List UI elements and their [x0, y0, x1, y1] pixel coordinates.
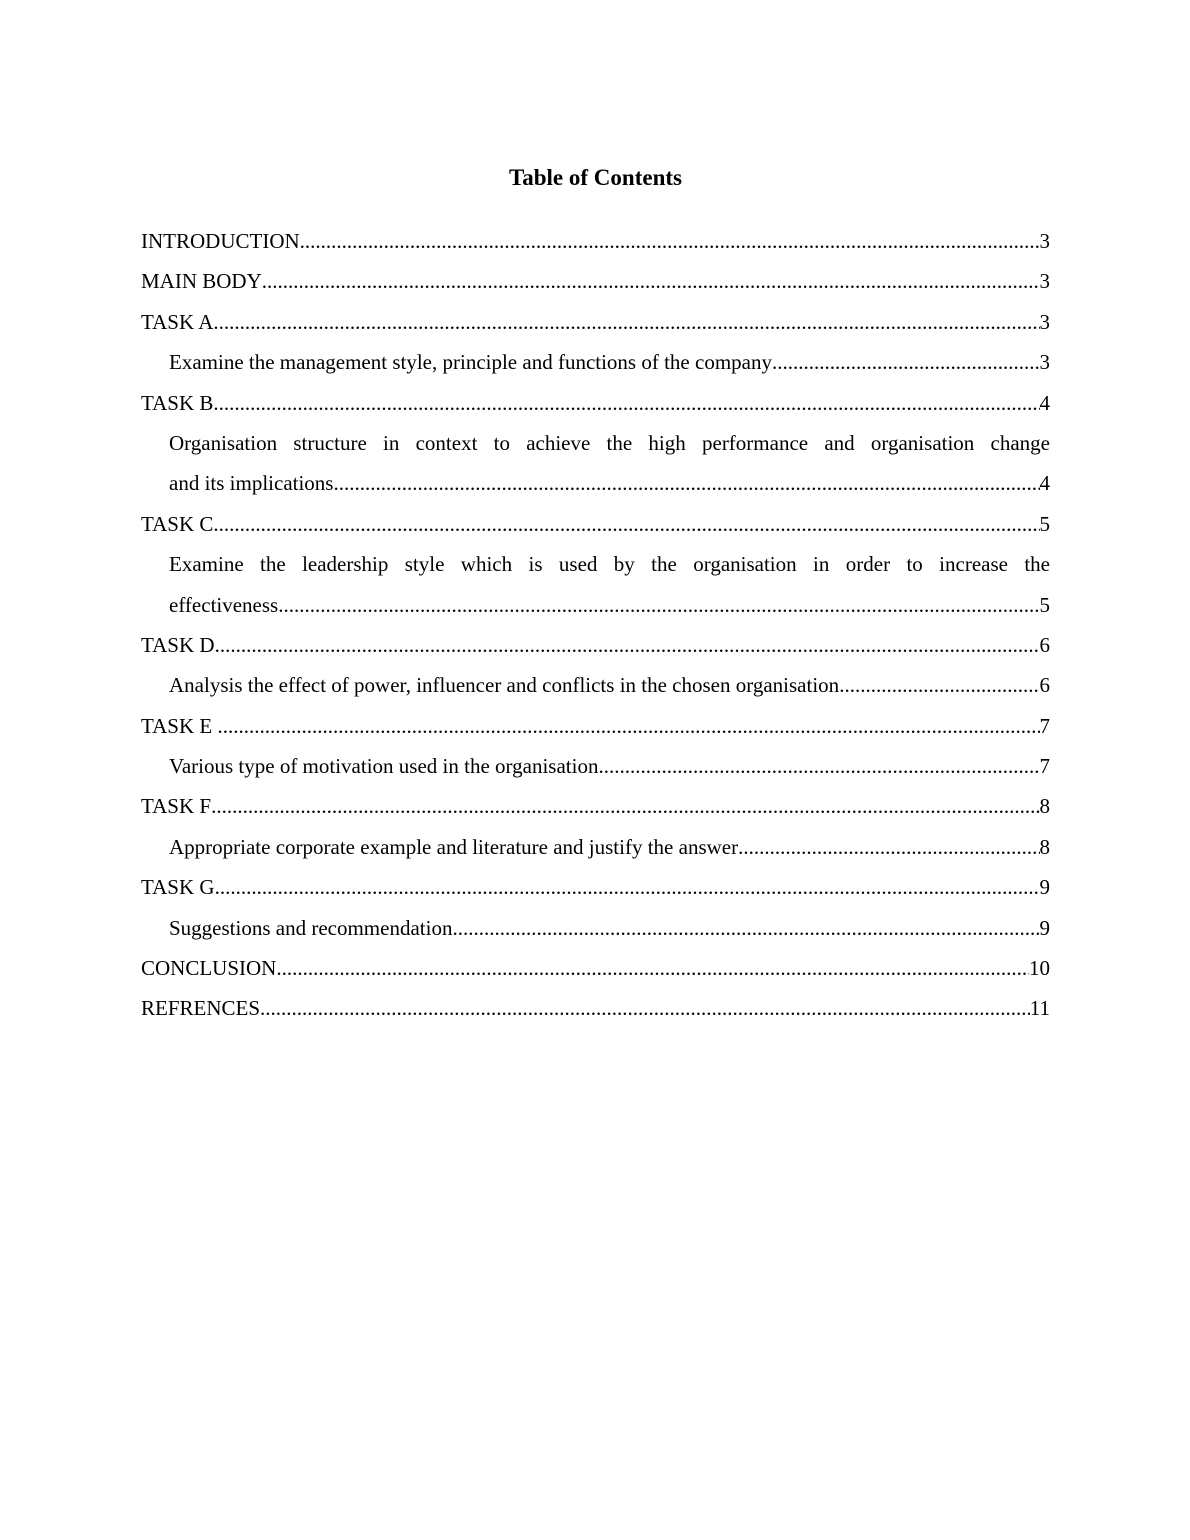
dot-leader	[260, 988, 1030, 1028]
dot-leader	[217, 706, 1039, 746]
page-number: 11	[1029, 996, 1050, 1021]
toc-entry-text: TASK B	[141, 390, 214, 415]
dot-leader	[276, 948, 1029, 988]
page-number: 7	[1039, 713, 1050, 738]
page-number: 3	[1039, 229, 1050, 253]
page-number: 6	[1039, 673, 1050, 698]
dot-leader	[452, 908, 1039, 948]
toc-entry[interactable]	[141, 261, 1050, 301]
toc-entry-line	[169, 746, 1050, 786]
toc-entry-text: TASK F	[141, 794, 212, 819]
toc-entry[interactable]	[141, 221, 1050, 261]
toc-entry-line	[141, 383, 1050, 423]
dot-leader	[333, 463, 1039, 503]
toc-entry[interactable]	[141, 504, 1050, 544]
toc-entry-line	[141, 867, 1050, 907]
dot-leader	[738, 827, 1039, 867]
toc-entry[interactable]	[141, 383, 1050, 423]
dot-leader	[213, 383, 1039, 423]
dot-leader	[213, 302, 1039, 342]
toc-entry-line	[141, 302, 1050, 342]
toc-entry[interactable]	[141, 988, 1050, 1028]
toc-entry-line	[169, 463, 1050, 503]
page-number: 9	[1039, 915, 1050, 940]
toc-entry[interactable]	[141, 302, 1050, 342]
toc-entry-text: CONCLUSION	[141, 956, 277, 981]
toc-entry-text: TASK C	[141, 511, 214, 536]
toc-entry-text: effectiveness	[169, 592, 279, 617]
toc-entry[interactable]	[141, 908, 1050, 948]
toc-entry-line	[141, 988, 1050, 1028]
page-number: 3	[1039, 350, 1050, 375]
page-number: 5	[1039, 511, 1050, 536]
toc-entry[interactable]	[141, 746, 1050, 786]
dot-leader	[300, 221, 1040, 261]
toc-entry-line	[169, 423, 1050, 463]
toc-entry[interactable]	[141, 948, 1050, 988]
toc-entry-line	[141, 706, 1050, 746]
toc-entry-text: TASK G	[141, 875, 215, 900]
toc-entry[interactable]	[141, 867, 1050, 907]
toc-entry-line	[169, 342, 1050, 382]
toc-entry[interactable]	[141, 342, 1050, 382]
toc-entry-text: and its implications	[169, 471, 334, 496]
page-number: 8	[1039, 834, 1050, 859]
dot-leader	[839, 665, 1039, 705]
toc-entry-text: TASK E	[141, 713, 218, 738]
toc-entry-text: Various type of motivation used in the organisation	[169, 754, 599, 779]
page-number: 7	[1039, 754, 1050, 779]
toc-entry[interactable]	[141, 786, 1050, 826]
dot-leader	[213, 504, 1039, 544]
toc-entry-line	[169, 665, 1050, 705]
toc-entry-line	[141, 786, 1050, 826]
page-number: 3	[1039, 269, 1050, 294]
toc-entry-text: MAIN BODY	[141, 269, 262, 294]
page-number: 4	[1039, 390, 1050, 415]
toc-entry-line	[141, 504, 1050, 544]
toc-entry[interactable]	[141, 544, 1050, 625]
dot-leader	[211, 786, 1039, 826]
page-number: 4	[1039, 471, 1050, 496]
dot-leader	[215, 867, 1040, 907]
toc-entry-text: Analysis the effect of power, influencer and conflicts in the chosen organisation	[169, 673, 840, 698]
toc-entry-text: INTRODUCTION	[141, 229, 300, 253]
toc-entry-line	[141, 221, 1050, 261]
toc-list	[141, 221, 1050, 1029]
toc-entry-text: Appropriate corporate example and literature and justify the answer	[169, 834, 739, 859]
toc-entry-text: Suggestions and recommendation	[169, 915, 453, 940]
toc-entry[interactable]	[141, 625, 1050, 665]
dot-leader	[772, 342, 1040, 382]
toc-entry-line	[141, 625, 1050, 665]
page-number: 10	[1029, 956, 1050, 981]
page-number: 3	[1039, 309, 1050, 334]
toc-entry-text: Organisation structure in context to achieve the high performance and organisation change	[169, 430, 1050, 455]
toc-entry-line	[141, 948, 1050, 988]
page-number: 6	[1039, 632, 1050, 657]
toc-entry-text: TASK A	[141, 309, 214, 334]
dot-leader	[215, 625, 1040, 665]
toc-title: Table of Contents	[509, 165, 682, 190]
toc-entry-line	[169, 585, 1050, 625]
toc-entry-text: TASK D	[141, 632, 215, 657]
dot-leader	[278, 585, 1039, 625]
toc-entry-line	[169, 827, 1050, 867]
toc-entry-text: Examine the leadership style which is used by the organisation in order to increase the	[169, 552, 1050, 577]
toc-entry[interactable]	[141, 665, 1050, 705]
toc-entry[interactable]	[141, 827, 1050, 867]
page-number: 8	[1039, 794, 1050, 819]
toc-entry[interactable]	[141, 423, 1050, 504]
toc-entry-line	[141, 261, 1050, 301]
dot-leader	[262, 261, 1040, 301]
toc-entry[interactable]	[141, 706, 1050, 746]
toc-entry-line	[169, 544, 1050, 584]
toc-entry-text: REFRENCES	[141, 996, 261, 1021]
page-number: 5	[1039, 592, 1050, 617]
toc-entry-line	[169, 908, 1050, 948]
page-number: 9	[1039, 875, 1050, 900]
toc-entry-text: Examine the management style, principle and functions of the company	[169, 350, 772, 375]
dot-leader	[598, 746, 1039, 786]
